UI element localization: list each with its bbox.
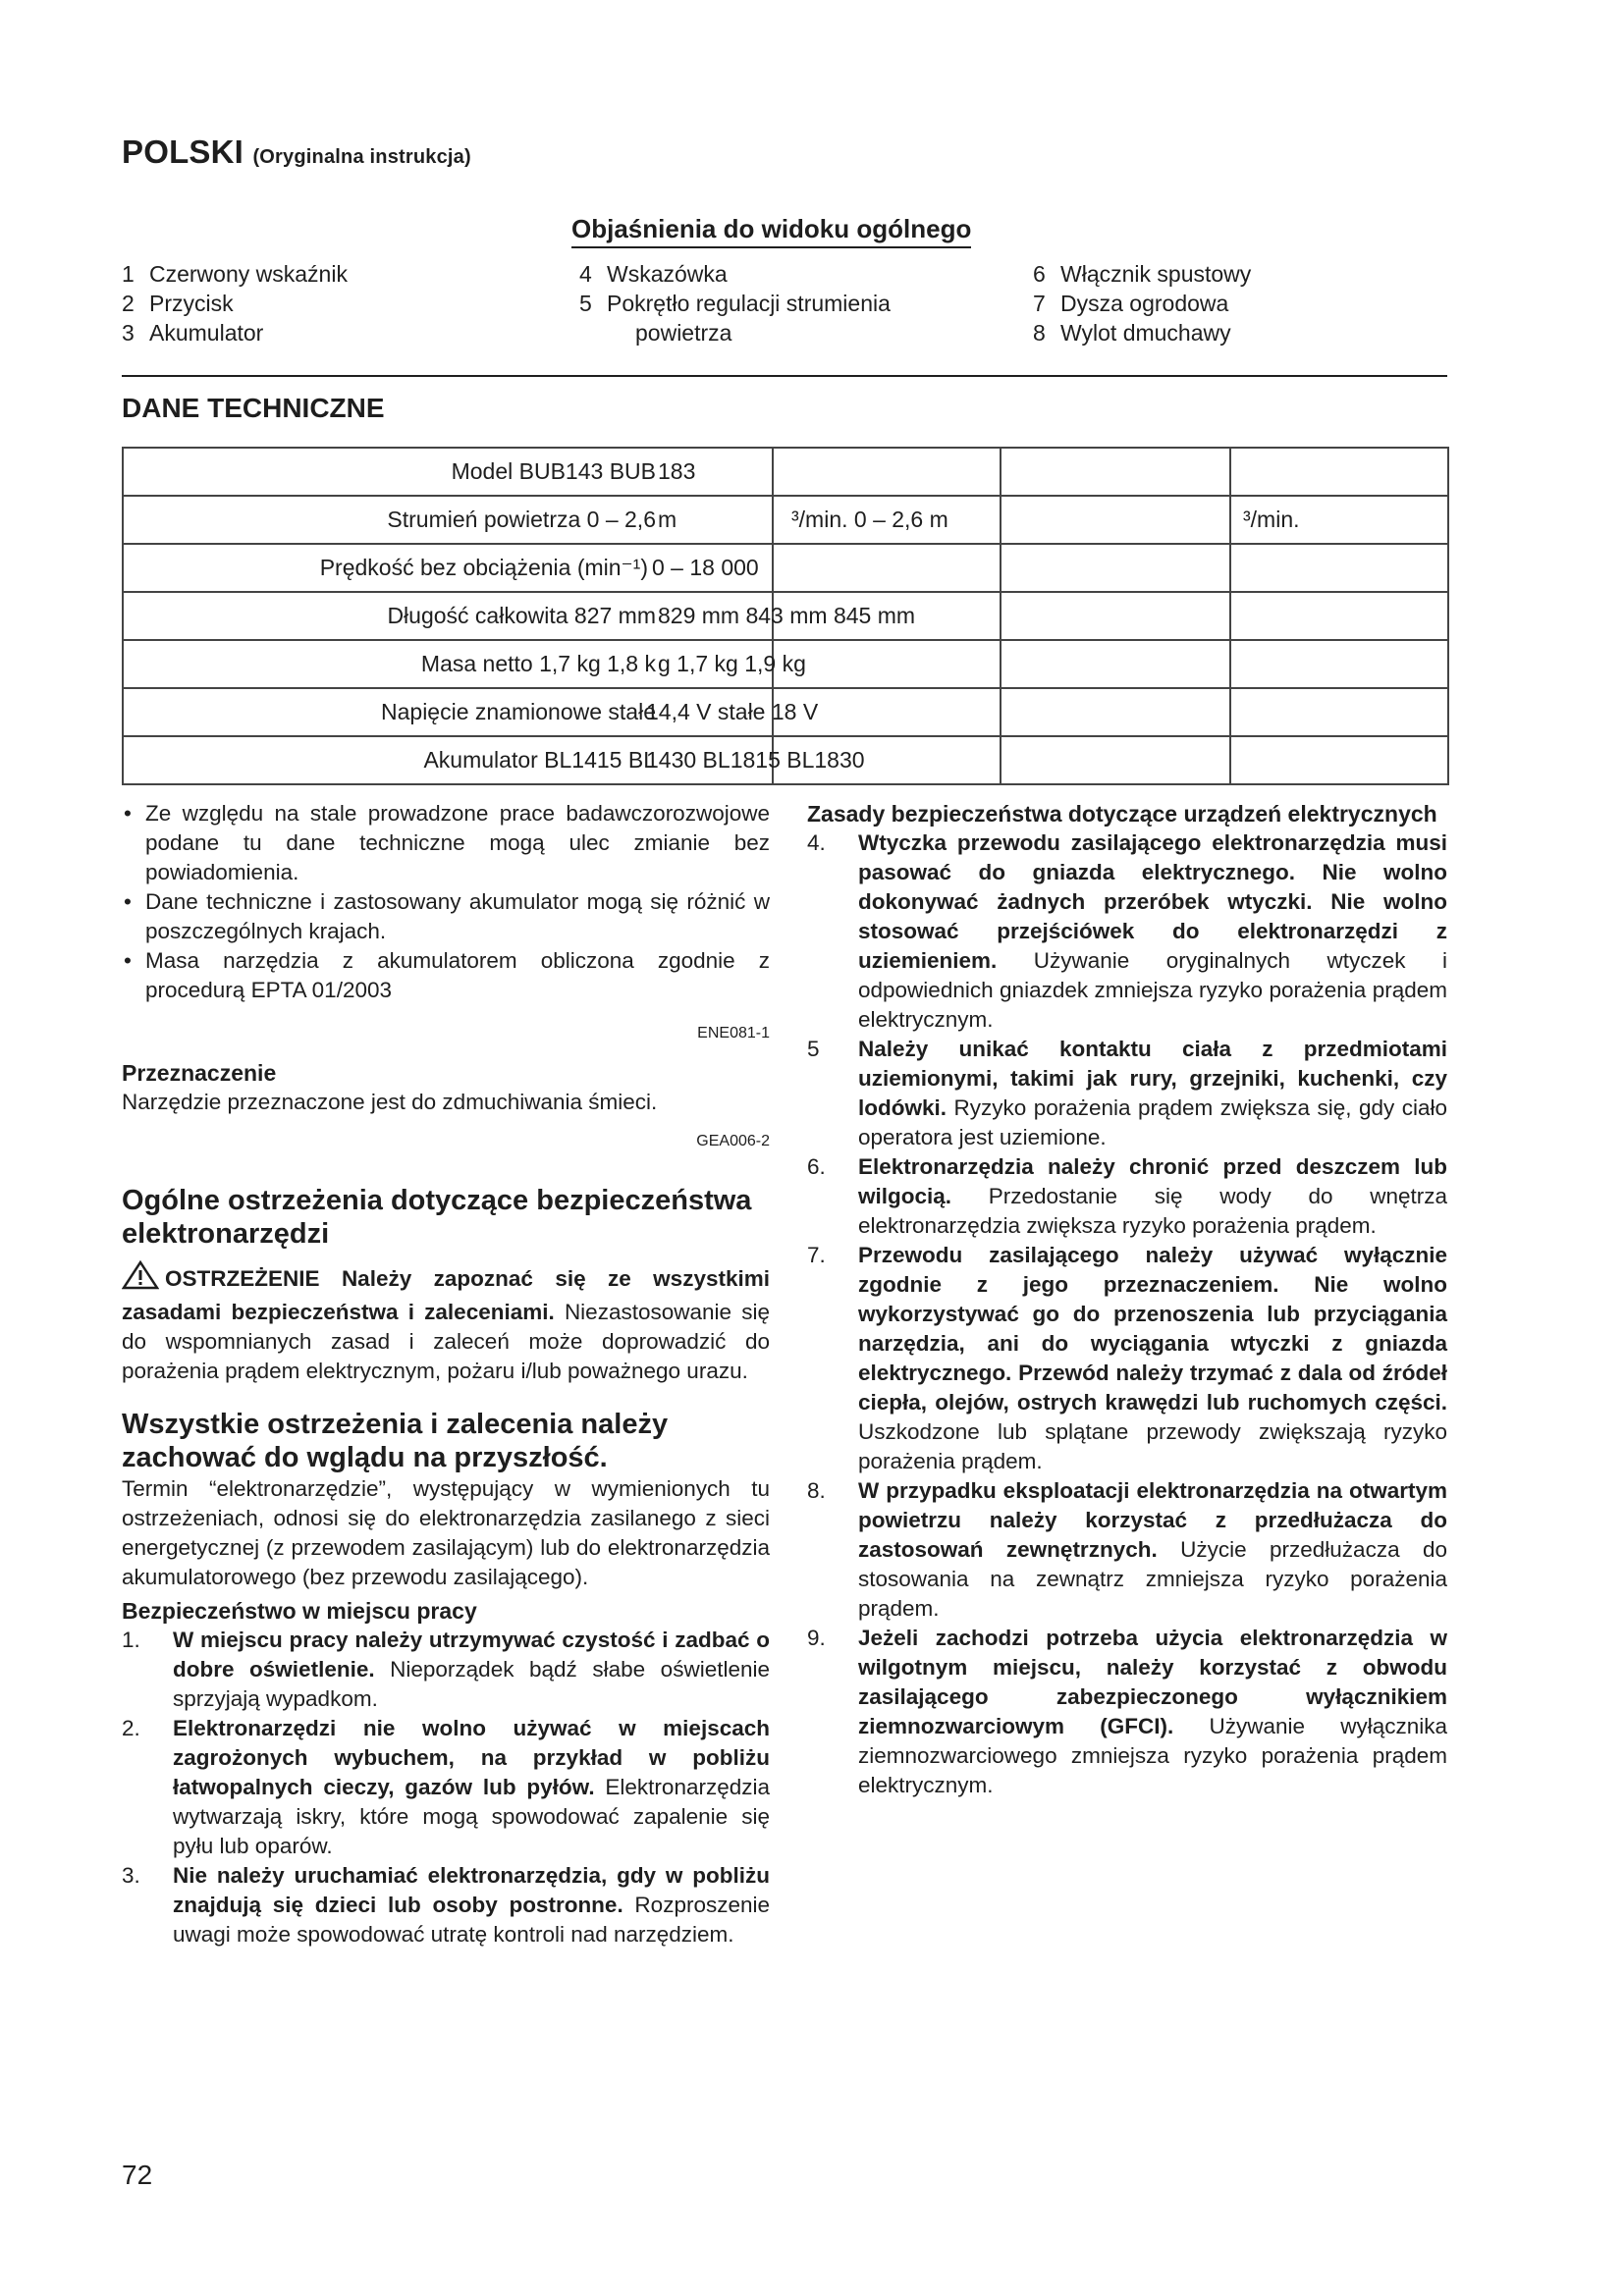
overview-item: 7 Dysza ogrodowa [1033,291,1229,316]
overview-column-2 [579,259,891,347]
list-item: 6. Elektronarzędzia należy chronić przed deszczem lub wilgocią. Przedostanie się wody do wnętrza elektronarzędzia zwiększa ryzyko porażenia prądem. [807,1154,1447,1238]
overview-item: 1 Czerwony wskaźnik [122,261,348,287]
overview-item: 2 Przycisk [122,291,234,316]
spec-model-label: Model BUB143 BUB [451,458,656,484]
warning-triangle-icon [122,1260,159,1298]
spec-airflow-label: Strumień powietrza 0 – 2,6 [387,507,656,532]
spec-note: • Dane techniczne i zastosowany akumulator mogą się różnić w poszczególnych krajach. [122,887,770,946]
spec-length-value: 829 mm 843 mm 845 mm [658,603,916,628]
overview-title: Objaśnienia do widoku ogólnego [571,214,971,248]
list-item: 1. W miejscu pracy należy utrzymywać czystość i zadbać o dobre oświetlenie. Nieporządek bądź słabe oświetlenie sprzyjają wypadkom. [122,1628,770,1711]
spec-airflow-value-2: ³/min. [1243,507,1300,532]
workplace-heading: Bezpieczeństwo w miejscu pracy [122,1598,477,1624]
spec-battery-label: Akumulator BL1415 BL [423,747,656,773]
spec-note: • Masa narzędzia z akumulatorem obliczona zgodnie z procedurą EPTA 01/2003 [122,946,770,1005]
page-number: 72 [122,2160,153,2190]
spec-mass-label: Masa netto 1,7 kg 1,8 k [420,651,656,676]
overview-item: 8 Wylot dmuchawy [1033,320,1231,346]
language-label: POLSKI [122,133,244,170]
list-item: 3. Nie należy uruchamiać elektronarzędzia, gdy w pobliżu znajdują się dzieci lub osoby postronne. Rozproszenie uwagi może spowodować utratę kontroli nad narzędziem. [122,1863,771,1947]
overview-item-continued: powietrza [635,320,732,346]
table-row [123,448,1448,496]
warnings-heading: Ogólne ostrzeżenia dotyczące bezpieczeństwa elektronarzędzi [122,1185,752,1250]
table-row [123,736,1448,784]
spec-mass-value: g 1,7 kg 1,9 kg [658,651,806,676]
list-item: 7. Przewodu zasilającego należy używać wyłącznie zgodnie z jego przeznaczeniem. Nie wolno wykorzystywać go do przenoszenia lub przyciągania narzędzia, ani do wyciągania wtyczki z gniazda elektrycznego. Przewód należy trzymać z dala od źródeł ciepła, olejów, ostrych krawędzi lub ruchomych części. Uszkodzone lub splątane przewody zwiększają ryzyko porażenia prądem. [807,1243,1447,1473]
specs-table [122,447,1449,785]
table-row [123,688,1448,736]
specs-heading: DANE TECHNICZNE [122,393,385,423]
warning-text: Niezastosowanie się do wspomnianych zasad i zaleceń może doprowadzić do porażenia prądem elektrycznym, pożaru i/lub poważnego urazu. [122,1300,770,1383]
spec-note: • Ze względu na stale prowadzone prace badawczorozwojowe podane tu dane techniczne mogą ulec zmianie bez powiadomienia. [122,799,770,887]
doc-code: ENE081-1 [697,1025,770,1041]
spec-model-value: 183 [658,458,696,484]
list-item: 2. Elektronarzędzi nie wolno używać w miejscach zagrożonych wybuchem, na przykład w pobliżu łatwopalnych cieczy, gazów lub pyłów. Elektronarzędzia wytwarzają iskry, które mogą spowodować zapalenie się pyłu lub oparów. [122,1716,770,1858]
overview-item: 5 Pokrętło regulacji strumienia [579,291,891,316]
doc-code: GEA006-2 [696,1133,770,1149]
warning-paragraph [122,1260,770,1386]
spec-length-label: Długość całkowita 827 mm [387,603,656,628]
table-row [123,496,1448,544]
list-item: 9. Jeżeli zachodzi potrzeba użycia elektronarzędzia w wilgotnym miejscu, należy korzystać z obwodu zasilającego zabezpieczonego wyłącznikiem ziemnozwarciowym (GFCI). Używanie wyłącznika ziemnozwarciowego zmniejsza ryzyko porażenia prądem elektrycznym. [807,1626,1447,1797]
spec-speed-value: 0 – 18 000 [652,555,759,580]
overview-item: 6 Włącznik spustowy [1033,261,1252,287]
electrical-safety-heading: Zasady bezpieczeństwa dotyczące urządzeń elektrycznych [807,801,1437,827]
language-note: (Oryginalna instrukcja) [252,146,471,168]
spec-battery-value: 1430 BL1815 BL1830 [646,747,865,773]
overview-column-3 [1033,259,1251,347]
purpose-text: Narzędzie przeznaczone jest do zdmuchiwania śmieci. [122,1090,658,1114]
purpose-heading: Przeznaczenie [122,1060,277,1086]
section-divider [122,375,1447,377]
warning-label: OSTRZEŻENIE [165,1266,320,1291]
overview-item: 3 Akumulator [122,320,264,346]
table-row [123,544,1448,592]
left-column [122,799,770,1949]
overview-column-1 [122,259,348,347]
right-column [807,799,1447,1800]
spec-airflow-unit: m [658,507,677,532]
spec-airflow-value: ³/min. 0 – 2,6 m [791,507,948,532]
spec-speed-label: Prędkość bez obciążenia (min⁻¹) [319,555,648,580]
list-item: 8. W przypadku eksploatacji elektronarzędzia na otwartym powietrzu należy korzystać z przedłużacza do zastosowań zewnętrznych. Użycie przedłużacza do stosowania na zewnątrz zmniejsza ryzyko porażenia prądem. [807,1478,1447,1621]
overview-item: 4 Wskazówka [579,261,728,287]
spec-voltage-label: Napięcie znamionowe stałe [381,699,656,724]
spec-voltage-value: 14,4 V stałe 18 V [646,699,819,724]
language-heading [122,133,471,171]
warning-bold: Należy zapoznać się ze wszystkimi zasadami bezpieczeństwa i zaleceniami. [122,1266,770,1324]
table-row [123,592,1448,640]
table-row [123,640,1448,688]
list-item: 5 Należy unikać kontaktu ciała z przedmiotami uziemionymi, takimi jak rury, grzejniki, kuchenki, czy lodówki. Ryzyko porażenia prądem zwiększa się, gdy ciało operatora jest uziemione. [807,1037,1447,1149]
list-item: 4. Wtyczka przewodu zasilającego elektronarzędzia musi pasować do gniazda elektrycznego. Nie wolno dokonywać żadnych przeróbek wtyczki. Nie wolno stosować przejściówek do elektronarzędzi z uziemieniem. Używanie oryginalnych wtyczek i odpowiednich gniazdek zmniejsza ryzyko porażenia prądem elektrycznym. [807,830,1447,1032]
term-text: Termin “elektronarzędzie”, występujący w wymienionych tu ostrzeżeniach, odnosi się do elektronarzędzia zasilanego z sieci energetycznej (z przewodem zasilającym) lub do elektronarzędzia akumulatorowego (bez przewodu zasilającego). [122,1476,770,1589]
keep-heading: Wszystkie ostrzeżenia i zalecenia należy zachować do wglądu na przyszłość. [122,1409,669,1473]
